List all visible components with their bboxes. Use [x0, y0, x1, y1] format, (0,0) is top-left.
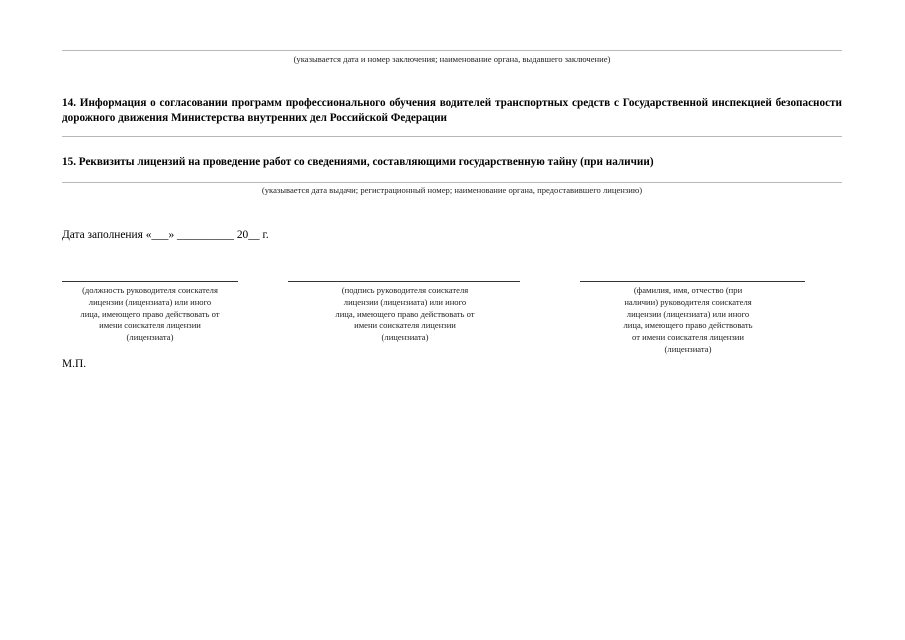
full-name-caption-line: наличии) руководителя соискателя [624, 296, 752, 307]
signature-caption-line: (лицензиата) [381, 332, 429, 343]
section-15-caption: (указывается дата выдачи; регистрационный номер; наименование органа, предоставившего лицензию) [261, 185, 643, 195]
signature-line [288, 281, 520, 282]
full-name-caption-line: лица, имеющего право действовать [623, 320, 753, 331]
section-14-line [62, 136, 842, 137]
signature-caption [300, 285, 510, 344]
position-caption-line: имени соискателя лицензии [99, 320, 201, 331]
full-name-caption-line: лицензии (лицензиата) или иного [626, 308, 750, 319]
full-name-caption [588, 285, 788, 356]
stamp-place: М.П. [62, 358, 87, 370]
signature-caption-line: лицензии (лицензиата) или иного [343, 296, 467, 307]
full-name-signature-line [580, 281, 805, 282]
position-signature-line [62, 281, 238, 282]
section-14-heading: 14. Информация о согласовании программ профессионального обучения водителей транспортных средств с Государственной инспекцией безопасности дорожного движения Министерства внутренних дел Российской Федерации [62, 97, 842, 124]
position-caption-line: (лицензиата) [126, 332, 174, 343]
full-name-caption-line: от имени соискателя лицензии [632, 332, 744, 343]
full-name-caption-line: (лицензиата) [664, 343, 712, 354]
signature-caption-line: (подпись руководителя соискателя [341, 285, 469, 295]
section-15-line [62, 182, 842, 183]
full-name-caption-line: (фамилия, имя, отчество (при [633, 285, 743, 295]
position-caption [40, 285, 260, 344]
signature-caption-line: лица, имеющего право действовать от [335, 308, 475, 319]
conclusion-line [62, 50, 842, 51]
position-caption-line: лицензии (лицензиата) или иного [88, 296, 212, 307]
position-caption-line: (должность руководителя соискателя [82, 285, 218, 295]
section-15-heading: 15. Реквизиты лицензий на проведение работ со сведениями, составляющими государственную тайну (при наличии) [62, 156, 654, 168]
position-caption-line: лица, имеющего право действовать от [80, 308, 220, 319]
signature-caption-line: имени соискателя лицензии [354, 320, 456, 331]
fill-date: Дата заполнения «___» __________ 20__ г. [62, 229, 269, 241]
conclusion-caption: (указывается дата и номер заключения; наименование органа, выдавшего заключение) [293, 54, 611, 64]
